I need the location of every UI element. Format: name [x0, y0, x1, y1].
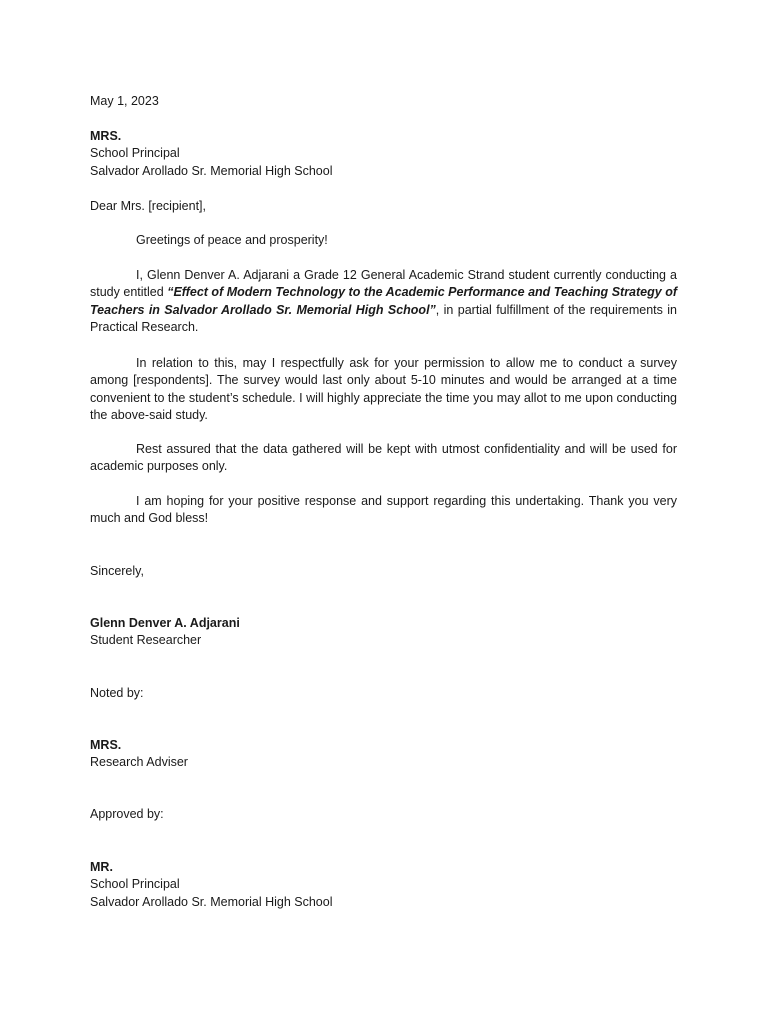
- noted-label: [90, 685, 677, 702]
- approved-label: [90, 806, 677, 823]
- paragraph-2-intro: I, Glenn Denver A. Adjarani a Grade 12 General Academic Strand student currently conducting a study entitled: [90, 268, 677, 300]
- paragraph-4-text: Rest assured that the data gathered will be kept with utmost confidentiality and will be used for academic purposes only.: [90, 442, 677, 474]
- paragraph-3: [90, 355, 677, 425]
- approved-label-text: Approved by:: [90, 807, 164, 821]
- recipient-block: [90, 128, 677, 180]
- paragraph-5-text: I am hoping for your positive response and support regarding this undertaking. Thank you very much and God bless!: [90, 494, 677, 526]
- closing: [90, 563, 677, 580]
- paragraph-5: [90, 493, 677, 528]
- noted-block: [90, 737, 677, 772]
- recipient-position: School Principal: [90, 146, 180, 161]
- adviser-title: MRS.: [90, 738, 122, 752]
- principal-school: Salvador Arollado Sr. Memorial High School: [90, 894, 333, 909]
- sender-name: Glenn Denver A. Adjarani: [90, 616, 240, 630]
- paragraph-2-outro: , in partial fulfillment of the requirements in Practical Research.: [90, 302, 677, 335]
- paragraph-2: [90, 267, 677, 337]
- study-title: “Effect of Modern Technology to the Academic Performance and Teaching Strategy of Teachers in Salvador Arollado Sr. Memorial High School”: [90, 285, 678, 317]
- recipient-school: Salvador Arollado Sr. Memorial High School: [90, 163, 333, 178]
- paragraph-1: [90, 232, 677, 249]
- principal-role: School Principal: [90, 877, 180, 892]
- date-text: May 1, 2023: [90, 94, 159, 108]
- noted-label-text: Noted by:: [90, 686, 144, 700]
- paragraph-2-text: [90, 267, 677, 337]
- sender-role: Student Researcher: [90, 633, 202, 648]
- adviser-role: Research Adviser: [90, 755, 188, 770]
- greeting: [90, 198, 677, 215]
- paragraph-3-text: In relation to this, may I respectfully ask for your permission to allow me to conduct a survey among [respondents]. The survey would last only about 5-10 minutes and would be arranged at a time convenient to the student’s schedule. I will highly appreciate the time you may allot to me upon conducting the above-said study.: [90, 356, 677, 423]
- closing-text: Sincerely,: [90, 564, 144, 578]
- paragraph-4: [90, 441, 677, 476]
- paragraph-1-text: Greetings of peace and prosperity!: [136, 233, 328, 247]
- recipient-title: MRS.: [90, 129, 122, 143]
- greeting-text: Dear Mrs. [recipient],: [90, 199, 207, 213]
- letter-date: [90, 93, 677, 110]
- principal-title: MR.: [90, 860, 113, 874]
- approved-block: [90, 859, 677, 911]
- signature-block: [90, 615, 677, 650]
